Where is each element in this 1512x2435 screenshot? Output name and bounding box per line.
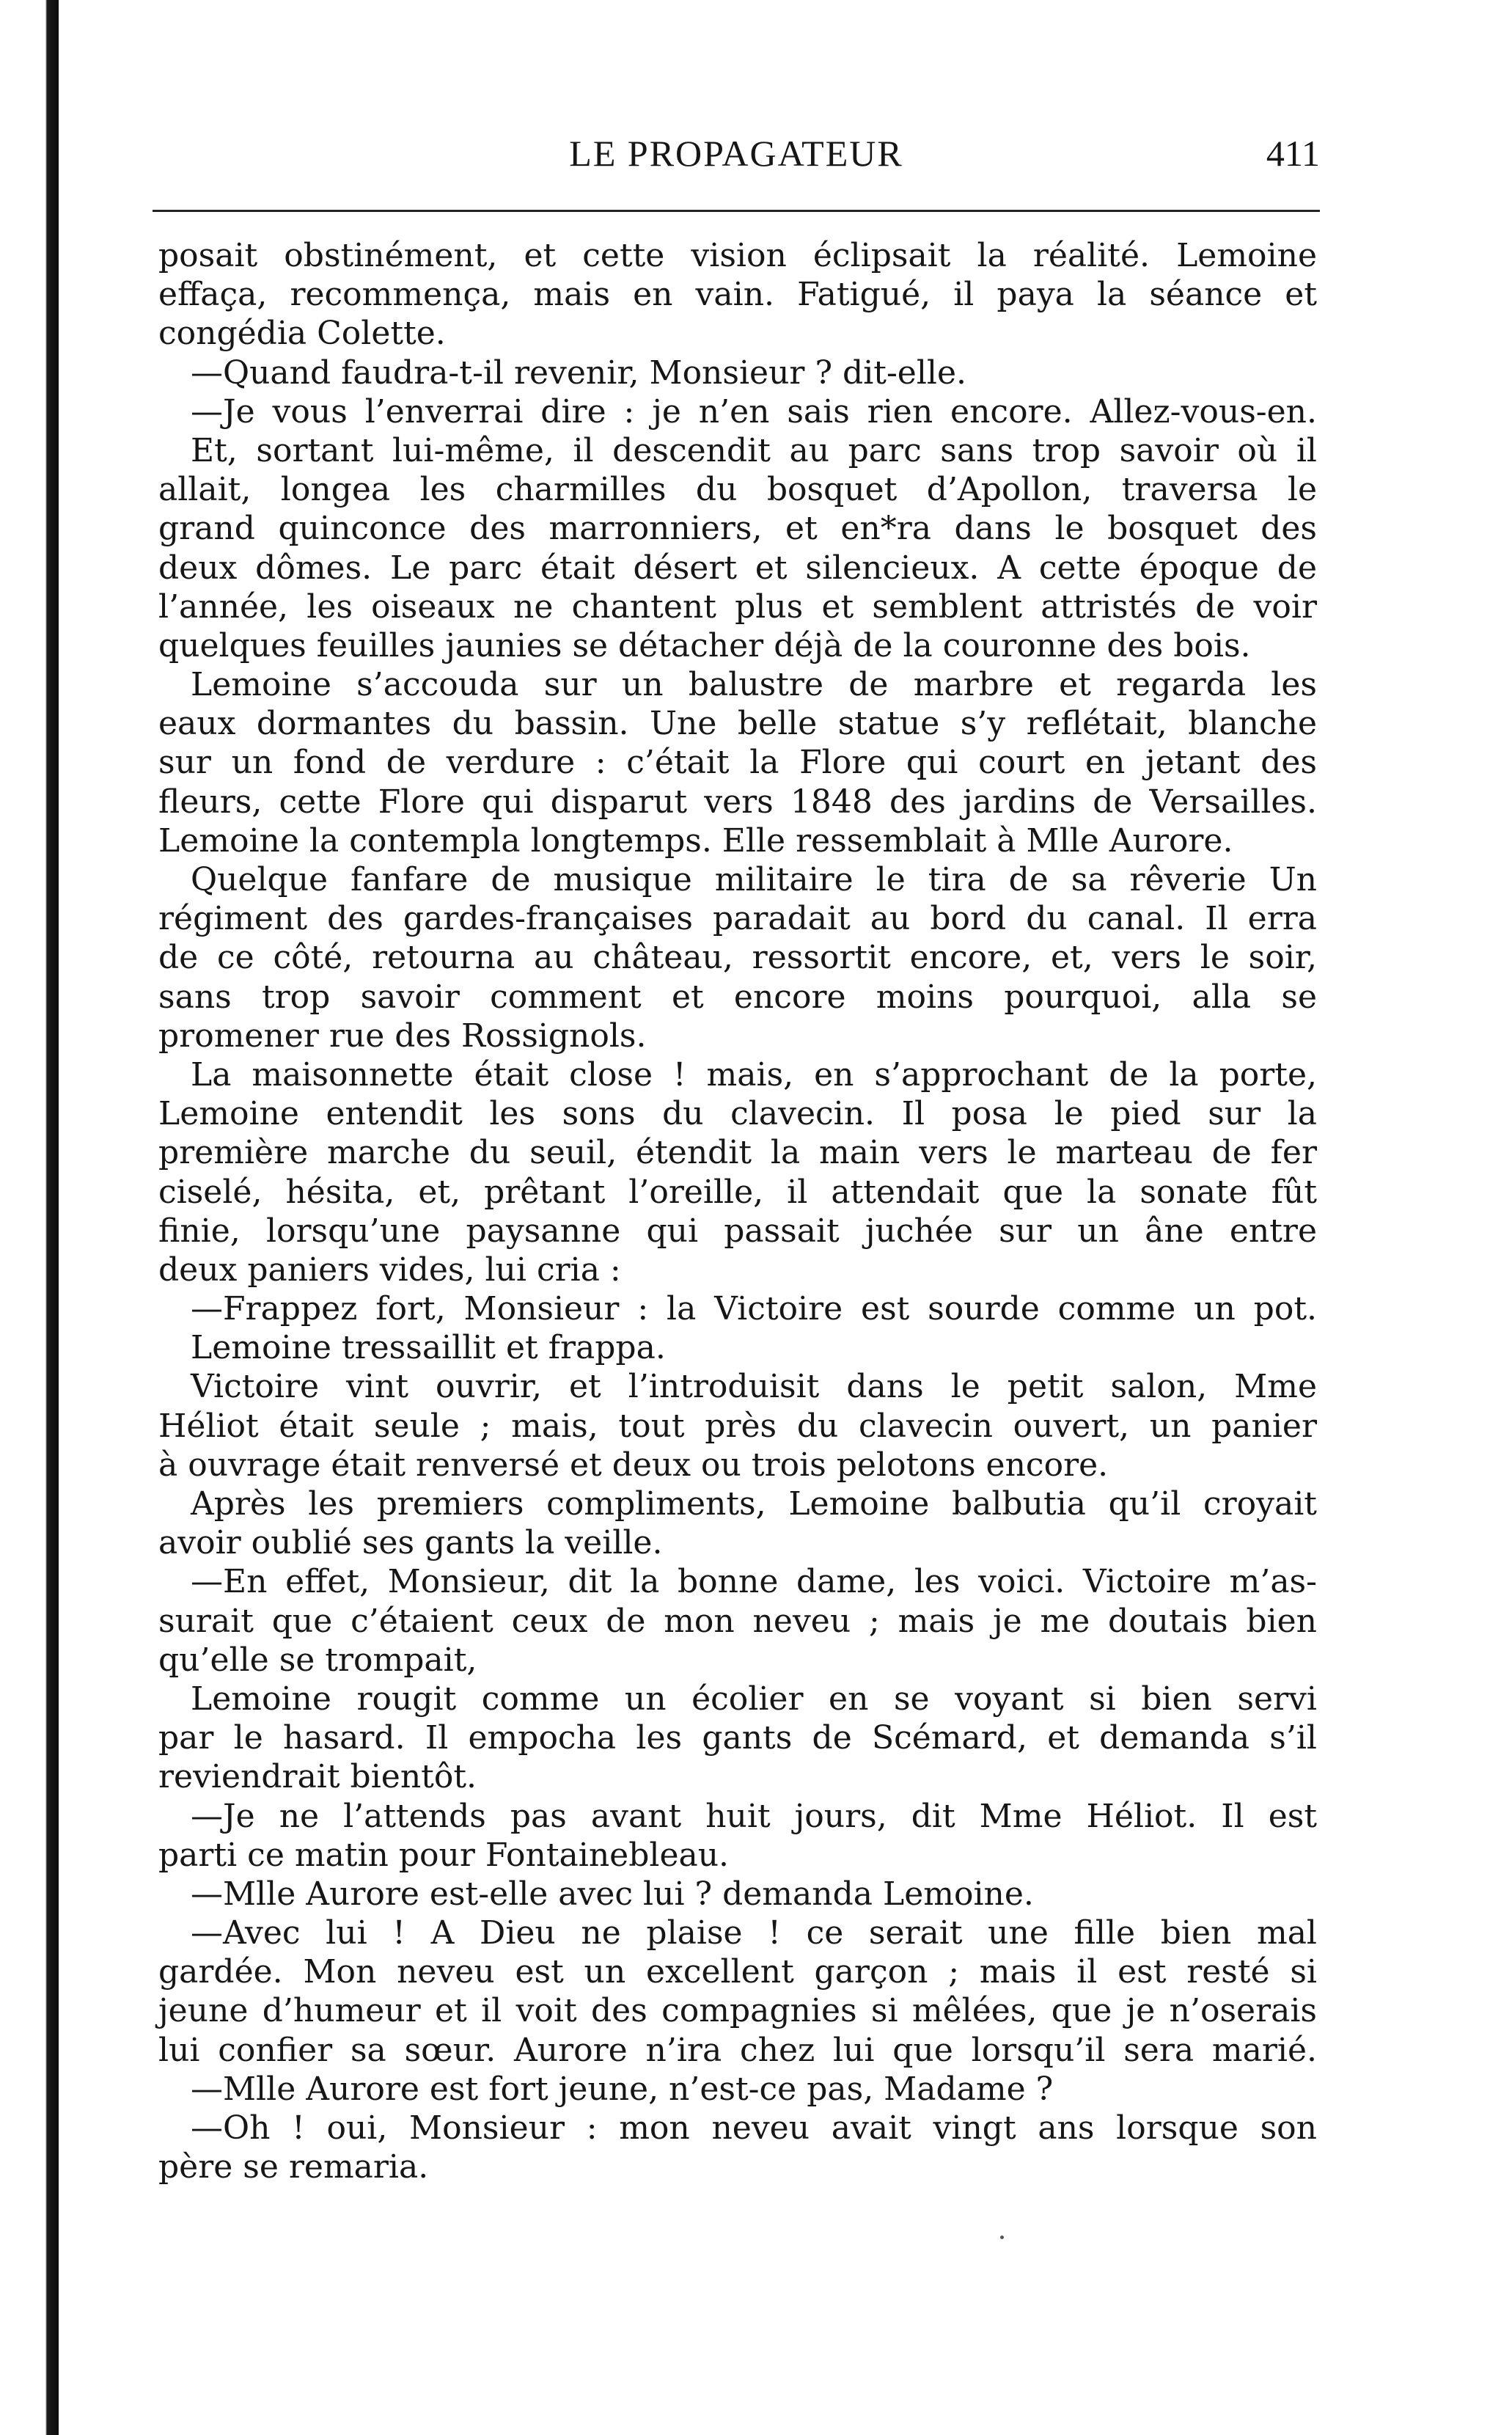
text-line: eaux dormantes du bassin. Une belle statue s’y reflétait, blanche <box>158 705 1317 743</box>
text-line: La maisonnette était close ! mais, en s’approchant de la porte, <box>191 1055 1317 1094</box>
text-line: Après les premiers compliments, Lemoine balbutia qu’il croyait <box>191 1485 1317 1523</box>
body-text <box>158 236 1317 2186</box>
header-rule <box>153 210 1320 212</box>
text-line: —Je ne l’attends pas avant huit jours, dit Mme Héliot. Il est <box>191 1797 1317 1835</box>
text-line: Lemoine tressaillit et frappa. <box>191 1329 666 1367</box>
text-line: lui confier sa sœur. Aurore n’ira chez lui que lorsqu’il sera marié. <box>158 2031 1317 2069</box>
text-line: Lemoine s’accouda sur un balustre de marbre et regarda les <box>191 666 1317 704</box>
text-line: Lemoine la contempla longtemps. Elle ressemblait à Mlle Aurore. <box>158 821 1233 860</box>
running-title: LE PROPAGATEUR <box>569 133 903 174</box>
text-line: jeune d’humeur et il voit des compagnies si mêlées, que je n’oserais <box>158 1992 1317 2030</box>
text-line: —En effet, Monsieur, dit la bonne dame, les voici. Victoire m’as- <box>191 1563 1317 1601</box>
text-line: qu’elle se trompait, <box>158 1641 477 1679</box>
text-line: surait que c’étaient ceux de mon neveu ; mais je me doutais bien <box>158 1602 1317 1640</box>
text-line: deux dômes. Le parc était désert et silencieux. A cette époque de <box>158 549 1317 587</box>
text-line: promener rue des Rossignols. <box>158 1017 647 1055</box>
text-line: l’année, les oiseaux ne chantent plus et semblent attristés de voir <box>158 587 1317 626</box>
text-line: deux paniers vides, lui cria : <box>158 1251 621 1289</box>
binding-edge <box>0 0 59 2435</box>
text-line: —Avec lui ! A Dieu ne plaise ! ce serait une fille bien mal <box>191 1914 1317 1952</box>
text-line: fleurs, cette Flore qui disparut vers 1848 des jardins de Versailles. <box>158 783 1317 821</box>
text-line: parti ce matin pour Fontainebleau. <box>158 1836 730 1874</box>
text-line: —Je vous l’enverrai dire : je n’en sais rien encore. Allez-vous-en. <box>191 392 1317 431</box>
text-line: —Mlle Aurore est-elle avec lui ? demanda Lemoine. <box>191 1875 1034 1913</box>
text-line: gardée. Mon neveu est un excellent garçon ; mais il est resté si <box>158 1953 1317 1991</box>
text-line: avoir oublié ses gants la veille. <box>158 1524 663 1562</box>
text-line: à ouvrage était renversé et deux ou trois pelotons encore. <box>158 1446 1109 1484</box>
text-line: Et, sortant lui-même, il descendit au parc sans trop savoir où il <box>191 431 1317 469</box>
text-line: grand quinconce des marronniers, et en*ra dans le bosquet des <box>158 510 1317 548</box>
text-line: —Frappez fort, Monsieur : la Victoire est sourde comme un pot. <box>191 1290 1317 1328</box>
text-line: Victoire vint ouvrir, et l’introduisit dans le petit salon, Mme <box>191 1368 1317 1406</box>
text-line: quelques feuilles jaunies se détacher déjà de la couronne des bois. <box>158 626 1251 664</box>
text-line: congédia Colette. <box>158 315 446 353</box>
text-line: sans trop savoir comment et encore moins pourquoi, alla se <box>158 978 1317 1016</box>
text-line: régiment des gardes-françaises paradait au bord du canal. Il erra <box>158 900 1317 938</box>
text-line: Lemoine rougit comme un écolier en se voyant si bien servi <box>191 1680 1317 1718</box>
page-number: 411 <box>1266 133 1320 174</box>
text-line: effaça, recommença, mais en vain. Fatigué, il paya la séance et <box>158 276 1317 314</box>
text-line: Quelque fanfare de musique militaire le tira de sa rêverie Un <box>191 861 1317 898</box>
text-line: allait, longea les charmilles du bosquet d’Apollon, traversa le <box>158 471 1317 509</box>
page-header <box>153 132 1320 183</box>
text-line: posait obstinément, et cette vision éclipsait la réalité. Lemoine <box>158 237 1317 274</box>
text-line: première marche du seuil, étendit la main vers le marteau de fer <box>158 1134 1317 1172</box>
text-line: sur un fond de verdure : c’était la Flore qui court en jetant des <box>158 744 1317 782</box>
text-line: finie, lorsqu’une paysanne qui passait juchée sur un âne entre <box>158 1212 1317 1250</box>
ink-speck <box>1000 2236 1004 2239</box>
text-line: Lemoine entendit les sons du clavecin. Il posa le pied sur la <box>158 1095 1317 1133</box>
text-line: reviendrait bientôt. <box>158 1758 477 1796</box>
text-line: —Oh ! oui, Monsieur : mon neveu avait vingt ans lorsque son <box>191 2109 1317 2147</box>
text-line: de ce côté, retourna au château, ressortit encore, et, vers le soir, <box>158 939 1317 977</box>
text-line: par le hasard. Il empocha les gants de Scémard, et demanda s’il <box>158 1719 1317 1757</box>
text-line: —Quand faudra-t-il revenir, Monsieur ? dit-elle. <box>191 354 967 392</box>
text-line: —Mlle Aurore est fort jeune, n’est-ce pas, Madame ? <box>191 2070 1054 2108</box>
text-line: ciselé, hésita, et, prêtant l’oreille, il attendait que la sonate fût <box>158 1173 1317 1211</box>
text-line: père se remaria. <box>158 2148 429 2186</box>
text-line: Héliot était seule ; mais, tout près du clavecin ouvert, un panier <box>158 1407 1317 1445</box>
